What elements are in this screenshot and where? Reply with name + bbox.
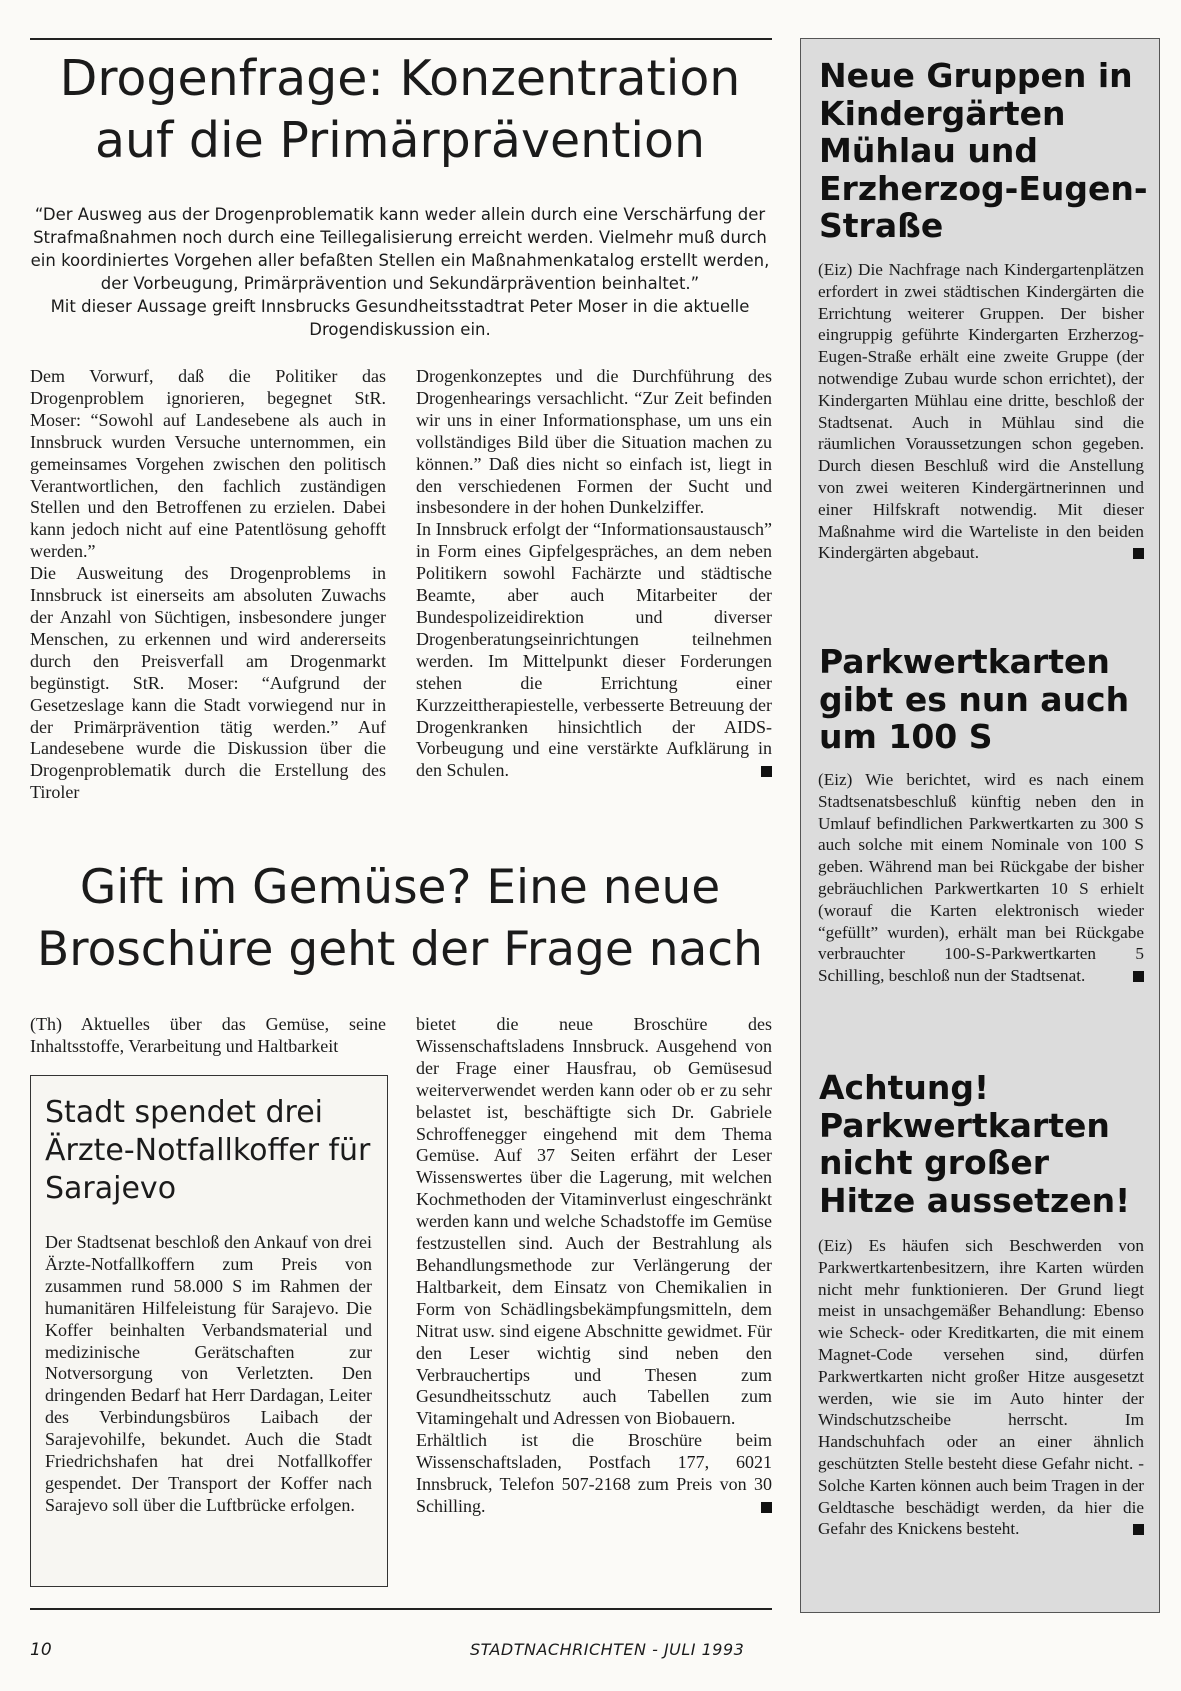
article1-lead [30,203,770,341]
article1-col2-paragraph-1: Drogenkonzeptes und die Durchführung des Drogenhearings versachlicht. “Zur Zeit befinden wir uns in einer Informationsphase, um uns ein vollständiges Bild über die Situation machen zu können.” Daß dies nicht so einfach ist, liegt in den verschiedenen Formen der Sucht und insbesondere in der hohen Dunkelziffer. [416,366,772,518]
top-rule [30,38,772,40]
article1-col2-paragraph-2 [416,519,772,782]
sidebar-2-text [818,769,1144,987]
article1-title: Drogenfrage: Konzentration auf die Primärprävention [59,50,741,169]
sarajevo-box [30,1075,388,1587]
article1-col1-paragraph-1: Dem Vorwurf, daß die Politiker das Drogenproblem ignorieren, begegnet StR. Moser: “Sowohl auf Landesebene als auch in Innsbruck wurden Versuche unternommen, ein gemeinsames Vorgehen zwischen den politisch Verantwortlichen, den fachlich zuständigen Stellen und den Betroffenen zu erzielen. Dabei kann jedoch nicht auf eine Patentlösung gehofft werden.” [30,366,386,562]
article1-lead-quote: “Der Ausweg aus der Drogenproblematik kann weder allein durch eine Verschärfung der Strafmaßnahmen noch durch eine Teillegalisierung erreicht werden. Vielmehr muß durch ein koordiniertes Vorgehen aller befaßten Stellen ein Maßnahmenkatalog erstellt werden, der Vorbeugung, Primärprävention und Sekundärprävention beinhaltet.” [30,205,770,293]
article2-title: Gift im Gemüse? Eine neue Broschüre geht der Frage nach [37,860,763,977]
page-number: 10 [30,1640,52,1660]
article2-col2-paragraph-2-text: Erhältlich ist die Broschüre beim Wissenschaftsladen, Postfach 177, 6021 Innsbruck, Telefon 507-2168 zum Preis von 30 Schilling. [416,1430,772,1516]
article1-column-1 [30,366,386,804]
article2-column-1 [30,1014,386,1058]
box-text: Der Stadtsenat beschloß den Ankauf von drei Ärzte-Notfallkoffern zum Preis von zusammen rund 58.000 S im Rahmen der humanitären Hilfeleistung für Sarajevo. Die Koffer beinhalten Verbandsmaterial und medizinische Gerätschaften zur Notversorgung von Verletzten. Den dringenden Bedarf hat Herr Dardagan, Leiter des Verbindungsbüros Laibach der Sarajevohilfe, bekundet. Auch die Stadt Friedrichshafen hat drei Notfallkoffer gespendet. Der Transport der Koffer nach Sarajevo soll über die Luftbrücke erfolgen. [45,1232,372,1515]
sidebar-2-text-body: (Eiz) Wie berichtet, wird es nach einem Stadtsenatsbeschluß künftig neben den in Umlauf befindlichen Parkwertkarten zu 300 S auch solche mit einem Nominale von 100 S geben. Während man bei Rückgabe der bisher gebräuchlichen Parkwertkarten 10 S erhielt (worauf die Karten elektronisch wieder “gefüllt” wurden), erhält man bei Rückgabe verbrauchter 100-S-Parkwertkarten 5 Schilling, beschloß nun der Stadtsenat. [818,770,1144,986]
sidebar-1-text-body: (Eiz) Die Nachfrage nach Kindergartenplätzen erfordert in zwei städtischen Kindergärten die Errichtung weiterer Gruppen. Der bisher eingruppig geführte Kindergarten Erzherzog-Eugen-Straße erhält eine zweite Gruppe (der notwendige Zubau wurde schon errichtet), der Kindergarten Mühlau eine dritte, beschloß der Stadtsenat. Auch in Mühlau sind die räumlichen Voraussetzungen schon gegeben. Durch diesen Beschluß wird die Anstellung von zwei weiteren Kindergärtnerinnen und einer Hilfskraft notwendig. Mit dieser Maßnahme wird die Warteliste in den beiden Kindergärten abgebaut. [818,260,1144,563]
sidebar-3-text-body: (Eiz) Es häufen sich Beschwerden von Parkwertkartenbesitzern, ihre Karten würden nicht mehr funktionieren. Der Grund liegt meist in unsachgemäßer Behandlung: Ebenso wie Scheck- oder Kreditkarten, die mit einem Magnet-Code versehen sind, dürfen Parkwertkarten nicht großer Hitze ausgesetzt werden, wie sie im Auto hinter der Windschutzscheibe herrscht. Im Handschuhfach oder an einer ähnlich geschützten Stelle besteht diese Gefahr nicht. - Solche Karten können auch beim Tragen in der Geldtasche beschädigt werden, da hier die Gefahr des Knickens besteht. [818,1236,1144,1539]
article1-col1-paragraph-2: Die Ausweitung des Drogenproblems in Innsbruck ist einerseits am absoluten Zuwachs der Anzahl von Süchtigen, insbesondere junger Menschen, zu erkennen und wird andererseits durch den Preisverfall am Drogenmarkt begünstigt. StR. Moser: “Aufgrund der Gesetzeslage kann die Stadt vorwiegend nur in der Primärprävention tätig werden.” Auf Landesebene wurde die Diskussion über die Drogenproblematik durch die Erstellung des Tiroler [30,563,386,803]
article2-col2-paragraph-1: bietet die neue Broschüre des Wissenschaftsladens Innsbruck. Ausgehend von der Frage einer Hausfrau, ob Gemüsesud weiterverwendet werden kann oder ob er zu sehr belastet ist, beschäftigte sich Dr. Gabriele Schroffenegger eingehend mit dem Thema Gemüse. Auf 37 Seiten erfährt der Leser Wissenswertes über die Lagerung, mit welchen Kochmethoden der Vitaminverlust eingeschränkt werden kann und welche Schadstoffe im Gemüse festzustellen sind. Auch der Bestrahlung als Behandlungsmethode zur Verlängerung der Haltbarkeit, dem Einsatz von Chemikalien in Form von Schädlingsbekämpfungsmitteln, dem Nitrat usw. sind eigene Abschnitte gewidmet. Für den Leser wichtig sind neben den Verbrauchertips und Thesen zum Gesundheitsschutz auch Tabellen zum Vitamingehalt und Adressen von Biobauern. [416,1014,772,1429]
article2-col2-paragraph-2 [416,1430,772,1518]
end-mark-icon [761,1502,772,1513]
article1-column-2 [416,366,772,782]
article2-intro: (Th) Aktuelles über das Gemüse, seine Inhaltsstoffe, Verarbeitung und Haltbarkeit [30,1014,386,1056]
article1-lead-text: Mit dieser Aussage greift Innsbrucks Gesundheitsstadtrat Peter Moser in die aktuelle Drogendiskussion ein. [50,297,750,339]
article2-column-2 [416,1014,772,1518]
end-mark-icon [1133,548,1144,559]
sidebar-3-title: Achtung! Parkwertkarten nicht großer Hitze aussetzen! [819,1068,1131,1220]
sidebar [800,38,1160,1613]
article1-col2-paragraph-2-text: In Innsbruck erfolgt der “Informationsaustausch” in Form eines Gipfelgespräches, an dem neben Politikern sowohl Fachärzte und städtische Beamte, aber auch Mitarbeiter der Bundespolizeidirektion und diverser Drogenberatungseinrichtungen teilnehmen werden. Im Mittelpunkt dieser Forderungen stehen die Errichtung einer Kurzzeittherapiestelle, verbesserte Betreuung der Drogenkranken hinsichtlich der AIDS-Vorbeugung und eine verstärkte Aufklärung in den Schulen. [416,519,772,781]
sidebar-3-text [818,1235,1144,1540]
end-mark-icon [761,766,772,777]
sidebar-2-title: Parkwertkarten gibt es nun auch um 100 S [819,642,1130,756]
box-title: Stadt spendet drei Ärzte-Notfallkoffer für Sarajevo [45,1095,371,1206]
end-mark-icon [1133,971,1144,982]
sidebar-1-text [818,259,1144,564]
end-mark-icon [1133,1524,1144,1535]
bottom-rule [30,1608,772,1610]
sidebar-1-title: Neue Gruppen in Kindergärten Mühlau und Erzherzog-Eugen-Straße [819,56,1148,245]
publication-footer: STADTNACHRICHTEN - JULI 1993 [470,1640,745,1659]
